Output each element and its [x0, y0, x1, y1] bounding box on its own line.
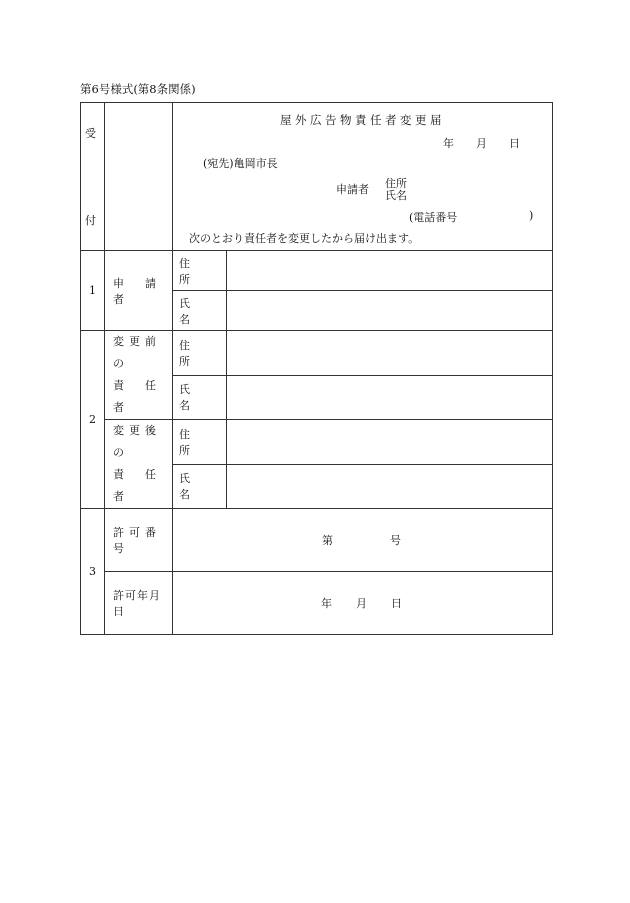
section-1-name-field[interactable] [227, 291, 553, 331]
reception-blank [105, 103, 173, 251]
section-1-name-label: 氏 名 [173, 291, 227, 331]
reception-stamp-area [81, 103, 105, 251]
section-2-after-label [105, 420, 177, 509]
before-address-label: 住 所 [173, 331, 227, 376]
section-2-before-label [105, 331, 177, 420]
applicant-address-label: 住所 [385, 177, 407, 190]
permit-date-field[interactable] [173, 572, 553, 635]
section-1-address-label: 住 所 [173, 251, 227, 291]
after-address-label: 住 所 [173, 420, 227, 465]
notification-form [80, 102, 553, 635]
permit-number-field[interactable] [173, 509, 553, 572]
section-1-label: 申 請 者 [105, 251, 173, 331]
applicant-label: 申請者 [336, 183, 369, 196]
after-label-line-1: 変更後の [113, 424, 161, 459]
phone-label: (電話番号 [409, 211, 458, 224]
section-2-number: 2 [81, 331, 105, 509]
after-name-label: 氏 名 [173, 464, 227, 509]
addressee: (宛先)亀岡市長 [203, 157, 278, 170]
permit-number-go: 号 [390, 534, 403, 547]
permit-number-dai: 第 [322, 534, 335, 547]
statement: 次のとおり責任者を変更したから届け出ます。 [189, 232, 420, 245]
before-label-line-1: 変更前の [113, 335, 161, 370]
reception-char-2: 付 [85, 214, 96, 227]
form-number: 第6号様式(第8条関係) [80, 82, 196, 96]
submission-date: 年 月 日 [443, 137, 520, 150]
before-name-label: 氏 名 [173, 375, 227, 420]
applicant-name-label: 氏名 [385, 189, 407, 202]
after-address-field[interactable] [227, 420, 553, 465]
form-header [173, 103, 553, 251]
section-1-number: 1 [81, 251, 105, 331]
before-name-field[interactable] [227, 375, 553, 420]
after-name-field[interactable] [227, 464, 553, 509]
section-1-address-field[interactable] [227, 251, 553, 291]
form-title: 屋外広告物責任者変更届 [280, 113, 445, 127]
before-label-line-2: 責 任 者 [113, 379, 177, 414]
permit-date-nen: 年 [321, 597, 334, 610]
permit-date-hi: 日 [391, 597, 404, 610]
reception-char-1: 受 [85, 127, 96, 140]
before-address-field[interactable] [227, 331, 553, 376]
section-3-number: 3 [81, 509, 105, 635]
permit-date-tsuki: 月 [356, 597, 369, 610]
phone-close: ) [529, 209, 534, 222]
after-label-line-2: 責 任 者 [113, 468, 177, 503]
permit-date-label: 許可年月日 [105, 572, 173, 635]
permit-number-label: 許可番号 [105, 509, 173, 572]
